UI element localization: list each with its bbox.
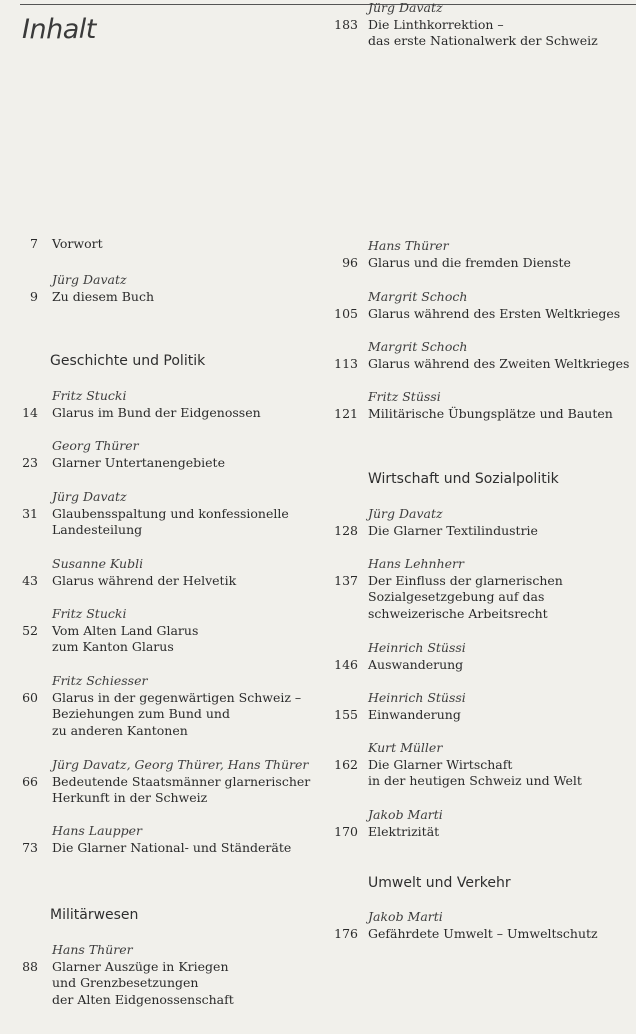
entry-title-line: Elektrizität xyxy=(368,823,440,839)
entry-author: Hans Thürer xyxy=(368,238,449,253)
entry-title-line: Glarus während des Zweiten Weltkrieges xyxy=(368,355,630,371)
entry-author: Fritz Stüssi xyxy=(368,389,441,404)
toc-entry[interactable] xyxy=(318,909,598,942)
entry-page-number: 73 xyxy=(22,839,38,855)
entry-title-line: Die Linthkorrektion – xyxy=(368,16,504,32)
entry-title-line: zum Kanton Glarus xyxy=(52,639,174,654)
entry-author: Fritz Stucki xyxy=(52,388,127,403)
entry-page-number: 88 xyxy=(22,958,38,974)
entry-author: Fritz Schiesser xyxy=(52,673,148,688)
toc-entry[interactable] xyxy=(0,556,236,589)
toc-entry[interactable] xyxy=(318,807,443,840)
toc-entry[interactable] xyxy=(0,757,310,807)
entry-title-line: Glarner Auszüge in Kriegen xyxy=(52,958,229,974)
entry-author: Fritz Stucki xyxy=(52,606,127,621)
entry-title-line: Vom Alten Land Glarus xyxy=(52,622,199,638)
entry-title-line: Landesteilung xyxy=(52,522,143,537)
toc-entry[interactable] xyxy=(0,823,291,856)
toc-entry[interactable] xyxy=(0,388,261,421)
entry-page-number: 31 xyxy=(22,505,38,521)
toc-entry[interactable] xyxy=(318,506,538,539)
entry-author: Jürg Davatz xyxy=(368,506,443,521)
entry-title-line: Sozialgesetzgebung auf das xyxy=(368,589,545,604)
section-heading: Geschichte und Politik xyxy=(50,353,206,369)
entry-author: Jürg Davatz, Georg Thürer, Hans Thürer xyxy=(52,757,309,772)
entry-page-number: 162 xyxy=(334,756,358,772)
entry-title-line: der Alten Eidgenossenschaft xyxy=(52,991,234,1007)
entry-author: Jürg Davatz xyxy=(368,0,443,15)
entry-title-line: und Grenzbesetzungen xyxy=(52,975,199,990)
entry-page-number: 128 xyxy=(334,522,358,538)
entry-page-number: 176 xyxy=(334,925,358,941)
entry-author: Hans Laupper xyxy=(52,823,142,838)
entry-author: Jürg Davatz xyxy=(52,272,127,287)
entry-page-number: 96 xyxy=(342,254,358,270)
entry-author: Susanne Kubli xyxy=(52,556,144,571)
toc-entry[interactable] xyxy=(0,438,225,471)
toc-entry[interactable] xyxy=(0,673,301,739)
entry-title-line: Gefährdete Umwelt – Umweltschutz xyxy=(368,925,598,941)
entry-page-number: 113 xyxy=(334,355,358,371)
entry-title-line: Glaubensspaltung und konfessionelle xyxy=(52,505,289,521)
toc-entry[interactable] xyxy=(318,238,571,271)
toc-entry[interactable] xyxy=(318,740,582,790)
section-heading: Wirtschaft und Sozialpolitik xyxy=(368,471,559,487)
toc-entry[interactable] xyxy=(0,489,289,539)
entry-author: Jürg Davatz xyxy=(52,489,127,504)
entry-title-line: Auswanderung xyxy=(368,656,464,672)
entry-author: Margrit Schoch xyxy=(368,289,468,304)
entry-author: Margrit Schoch xyxy=(368,339,468,354)
entry-title-line: Glarus im Bund der Eidgenossen xyxy=(52,404,261,420)
entry-title-line: Glarus während des Ersten Weltkrieges xyxy=(368,305,621,321)
entry-page-number: 137 xyxy=(334,572,358,588)
section-heading: Umwelt und Verkehr xyxy=(368,875,511,891)
entry-page-number: 7 xyxy=(30,236,38,251)
entry-page-number: 183 xyxy=(334,16,358,32)
toc-entry[interactable] xyxy=(318,339,629,372)
toc-entry[interactable] xyxy=(0,272,154,305)
entry-title-line: Die Glarner Wirtschaft xyxy=(368,756,513,772)
entry-title-line: Vorwort xyxy=(52,236,103,251)
entry-author: Jakob Marti xyxy=(368,807,443,822)
entry-title-line: Bedeutende Staatsmänner glarnerischer xyxy=(52,773,311,789)
entry-title-line: zu anderen Kantonen xyxy=(52,722,188,738)
entry-title-line: Beziehungen zum Bund und xyxy=(52,706,230,721)
entry-page-number: 9 xyxy=(30,288,38,304)
entry-title-line: Zu diesem Buch xyxy=(52,288,155,304)
page-title: Inhalt xyxy=(22,14,96,45)
entry-page-number: 43 xyxy=(22,572,38,588)
toc-entry[interactable] xyxy=(318,690,466,723)
entry-author: Georg Thürer xyxy=(52,438,139,453)
entry-title-line: Herkunft in der Schweiz xyxy=(52,790,208,805)
entry-title-line: Glarus in der gegenwärtigen Schweiz – xyxy=(52,689,302,705)
entry-page-number: 23 xyxy=(22,454,38,470)
toc-entry[interactable] xyxy=(0,236,103,253)
entry-title-line: Militärische Übungsplätze und Bauten xyxy=(368,405,613,421)
entry-title-line: Die Glarner Textilindustrie xyxy=(368,522,538,538)
entry-author: Heinrich Stüssi xyxy=(368,640,466,655)
entry-author: Kurt Müller xyxy=(368,740,443,755)
entry-title-line: Die Glarner National- und Ständeräte xyxy=(52,839,292,855)
entry-title-line: Der Einfluss der glarnerischen xyxy=(368,572,563,588)
entry-author: Hans Thürer xyxy=(52,942,133,957)
entry-page-number: 52 xyxy=(22,622,38,638)
entry-page-number: 155 xyxy=(334,706,358,722)
toc-entry[interactable] xyxy=(318,389,613,422)
entry-title-line: Glarus während der Helvetik xyxy=(52,572,237,588)
entry-title-line: Einwanderung xyxy=(368,706,461,722)
entry-title-line: Glarus und die fremden Dienste xyxy=(368,254,571,270)
entry-title-line: das erste Nationalwerk der Schweiz xyxy=(368,33,598,48)
entry-title-line: schweizerische Arbeitsrecht xyxy=(368,605,548,621)
entry-page-number: 105 xyxy=(334,305,358,321)
toc-entry[interactable] xyxy=(318,640,466,673)
toc-entry[interactable] xyxy=(318,289,620,322)
entry-page-number: 14 xyxy=(22,404,38,420)
entry-page-number: 170 xyxy=(334,823,358,839)
entry-title-line: in der heutigen Schweiz und Welt xyxy=(368,773,582,788)
entry-page-number: 66 xyxy=(22,773,38,789)
toc-entry[interactable] xyxy=(0,606,198,656)
entry-title-line: Glarner Untertanengebiete xyxy=(52,454,225,470)
entry-page-number: 121 xyxy=(334,405,358,421)
entry-author: Jakob Marti xyxy=(368,909,443,924)
toc-entry[interactable] xyxy=(0,942,234,1008)
toc-entry[interactable] xyxy=(318,0,598,50)
entry-page-number: 146 xyxy=(334,656,358,672)
entry-author: Hans Lehnherr xyxy=(368,556,464,571)
entry-author: Heinrich Stüssi xyxy=(368,690,466,705)
toc-entry[interactable] xyxy=(318,556,563,622)
entry-page-number: 60 xyxy=(22,689,38,705)
section-heading: Militärwesen xyxy=(50,907,139,923)
